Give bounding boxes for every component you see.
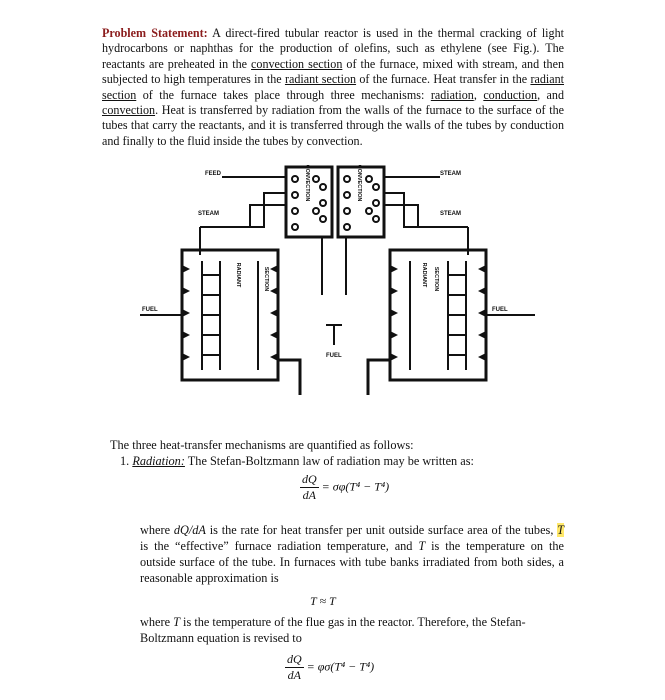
link-convection-section: convection section [251,56,343,71]
eq2-numerator: dQ [287,652,302,666]
link-radiant-section-1: radiant section [284,72,357,87]
problem-text-2: of the furnace, mixed with stream, and then subjected to high temperatures in the [102,56,564,87]
eq2-rhs: = φσ(T⁴ − T⁴) [306,659,375,674]
radiant-label-right: RADIANT [421,262,427,288]
where-paragraph-2: where T is the temperature of the flue gas in the reactor. Therefore, the Stefan-Boltzmann equation is revised to [140,615,526,645]
fuel-label-left: FUEL [142,307,158,313]
eq1-denominator: dA [302,488,316,502]
steam-label-left: STEAM [198,211,219,217]
problem-statement [102,26,564,149]
right-return-pipe [384,205,418,227]
center-duct [322,237,346,295]
problem-text-7: . Heat is transferred by radiation from the walls of the furnace to the surface of the tubes that carry the reactants, and it is transferred through the walls of the tubes by conduction and finally to the fluid inside the tubes by convection. [102,103,564,148]
section-label-right: SECTION [433,266,439,292]
eq2-denominator: dA [287,668,301,682]
fuel-label-right: FUEL [492,307,508,313]
section-label-left: SECTION [263,266,269,292]
convection-label-right: CONVECTION [356,165,362,202]
highlight-tf: T [557,523,565,537]
steam-label-top-right: STEAM [440,171,461,177]
problem-text-5: , [473,87,477,102]
bottom-connector [278,360,390,395]
radiation-title: Radiation: [132,454,185,468]
problem-heading: Problem Statement: [102,26,208,40]
equation-2 [285,652,374,683]
mechanisms-intro: The three heat-transfer mechanisms are quantified as follows: [110,438,414,452]
item-number: 1. [120,454,130,468]
eq1-rhs: = σφ(T⁴ − T⁴) [321,479,390,494]
problem-text-3: of the furnace. Heat transfer in the [359,72,528,87]
problem-text-1: A direct-fired tubular reactor is used in the thermal cracking of light hydrocarbons or naphthas for the production of olefins, such as ethylene (see Fig.). The reactants are preheated in the [102,26,564,71]
term-conduction: conduction [483,87,538,102]
problem-text-6: , and [537,87,565,102]
furnace-diagram [140,165,540,397]
left-steam-pipe [200,193,286,255]
left-return-pipe [250,205,286,227]
equation-1 [300,472,389,503]
where-paragraph-1: where dQ/dA is the rate for heat transfer per unit outside surface area of the tubes, T is the “effective” furnace radiation temperature, and T is the temperature on the outside surface of the tube. In furnaces with tube banks irradiated from both sides, a reasonable approximation is [140,523,565,585]
steam-label-right: STEAM [440,211,461,217]
term-radiation: radiation [430,87,474,102]
approximation: T ≈ T [310,594,336,608]
convection-label-left: CONVECTION [304,165,310,202]
link-radiant-section-2: radiant section [102,72,565,102]
term-convection: convection [102,103,156,118]
radiation-text: The Stefan-Boltzmann law of radiation may be written as: [187,454,474,468]
radiation-item [120,453,474,469]
eq1-numerator: dQ [302,472,317,486]
left-tube-bank [202,261,258,370]
feed-label: FEED [205,171,222,177]
radiant-label-left: RADIANT [235,262,241,288]
problem-text-4: of the furnace takes place through three mechanisms: [142,87,425,102]
fuel-label-bottom: FUEL [326,353,342,359]
right-steam-pipe [384,193,468,255]
